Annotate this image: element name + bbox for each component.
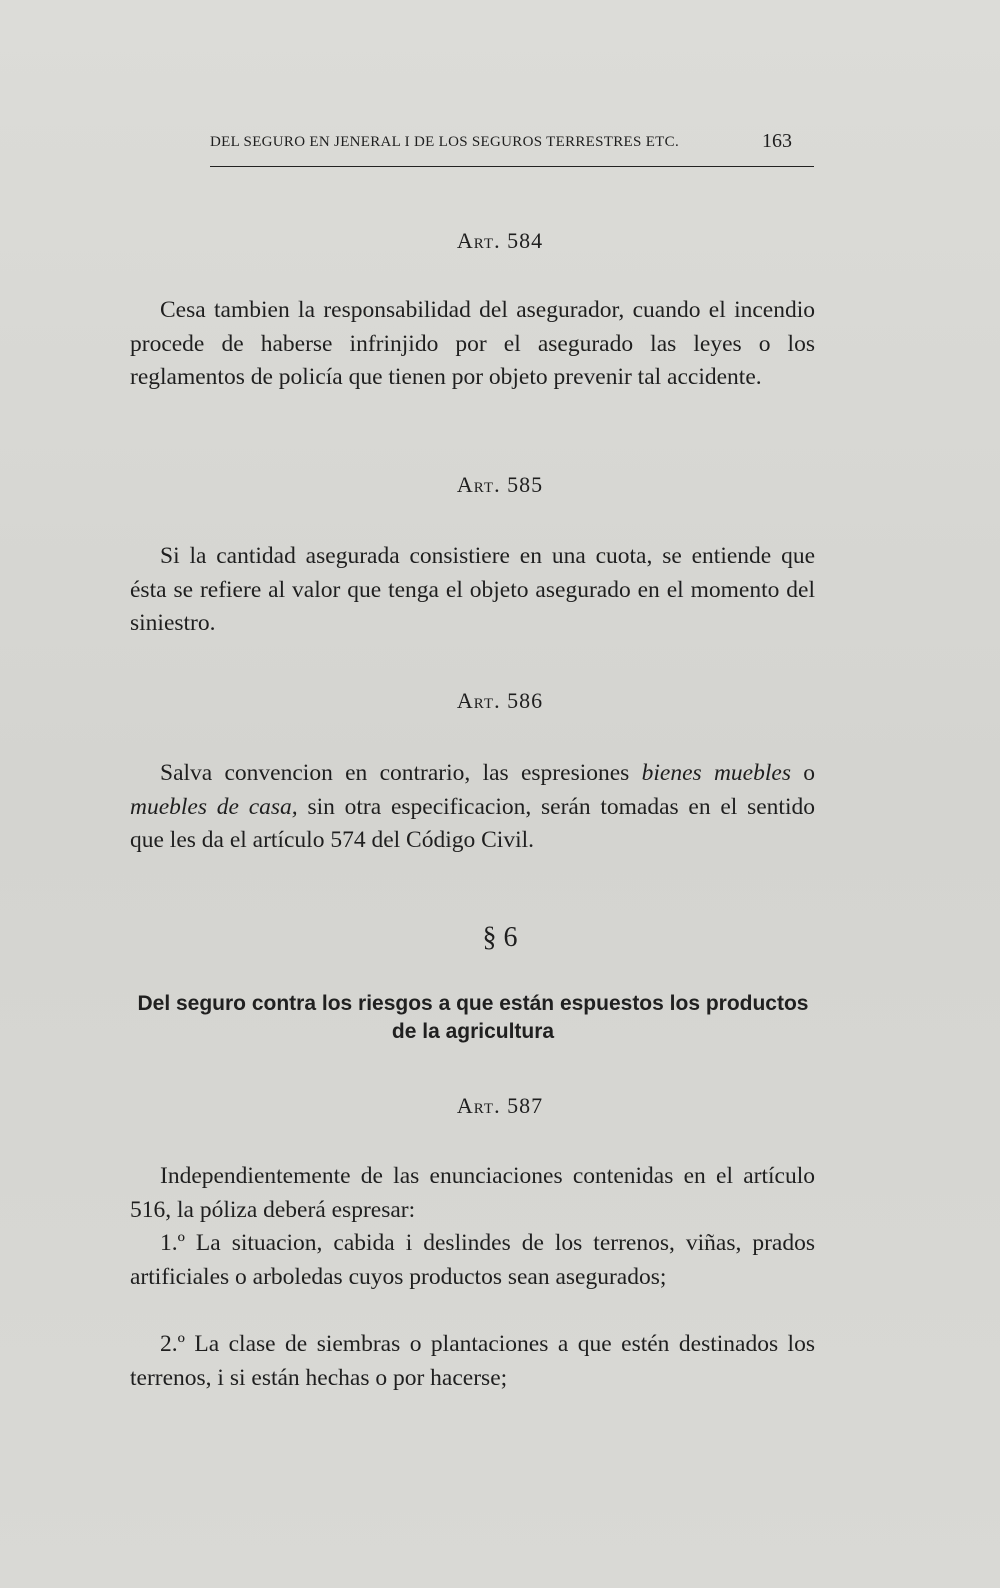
text-run: o bbox=[790, 760, 816, 786]
article-number: 586 bbox=[507, 688, 544, 713]
article-586-title bbox=[0, 688, 1000, 714]
header-rule bbox=[210, 166, 814, 167]
article-587-intro: Independientemente de las enunciaciones contenidas en el artículo 516, la póliza deberá espresar: bbox=[130, 1163, 815, 1223]
article-label: Art. bbox=[456, 228, 501, 253]
article-585-title bbox=[0, 472, 1000, 498]
italic-term: bienes muebles bbox=[641, 760, 791, 786]
section-heading: Del seguro contra los riesgos a que están espuestos los productos de la agricultura bbox=[137, 992, 809, 1043]
article-number: 587 bbox=[507, 1093, 544, 1118]
running-title: DEL SEGURO EN JENERAL I DE LOS SEGUROS TERRESTRES ETC. bbox=[210, 134, 679, 150]
article-584-title bbox=[0, 228, 1000, 254]
italic-term: muebles de casa, bbox=[130, 793, 298, 820]
article-584-text: Cesa tambien la responsabilidad del asegurador, cuando el incendio procede de haberse infrinjido por el asegurado las leyes o los reglamentos de policía que tienen por objeto prevenir tal accidente. bbox=[130, 297, 815, 390]
page-number: 163 bbox=[762, 130, 792, 152]
article-label: Art. bbox=[456, 1093, 501, 1118]
article-number: 585 bbox=[507, 472, 544, 497]
article-number: 584 bbox=[507, 228, 544, 253]
article-587-title bbox=[0, 1093, 1000, 1119]
article-585-text: Si la cantidad asegurada consistiere en una cuota, se entiende que ésta se refiere al valor que tenga el objeto asegurado en el momento del siniestro. bbox=[130, 543, 815, 636]
article-587-item-2: 2.º La clase de siembras o plantaciones a que estén destinados los terrenos, i si están hechas o por hacerse; bbox=[130, 1331, 815, 1391]
text-run: sin otra especificacion, serán tomadas en el sentido que les da el artículo 574 del Código Civil. bbox=[130, 793, 815, 853]
article-586-text bbox=[130, 757, 815, 858]
page-header bbox=[210, 130, 810, 160]
article-label: Art. bbox=[456, 472, 501, 497]
article-label: Art. bbox=[456, 688, 501, 713]
text-run: Salva convencion en contrario, las espresiones bbox=[160, 760, 642, 786]
section-mark: § 6 bbox=[482, 922, 518, 953]
article-587-item-1: 1.º La situacion, cabida i deslindes de los terrenos, viñas, prados artificiales o arboledas cuyos productos sean asegurados; bbox=[130, 1230, 815, 1290]
